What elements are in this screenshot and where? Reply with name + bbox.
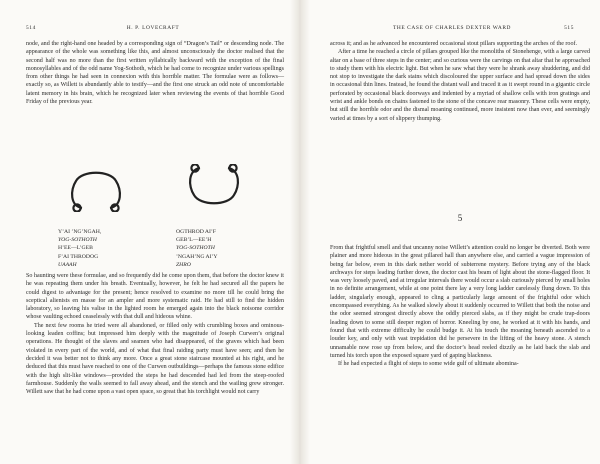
page-number: 515 <box>564 25 574 31</box>
formula-line: F’AI THRODOG <box>58 253 99 260</box>
running-head-title: THE CASE OF CHARLES DEXTER WARD <box>392 25 512 31</box>
book-gutter <box>290 0 310 464</box>
dragon-head-sigil-icon <box>68 164 124 212</box>
formula-line: YOG-SOTHOTH <box>58 237 97 244</box>
sigils-figure <box>26 164 284 214</box>
body-text-top <box>26 40 284 106</box>
running-head <box>330 25 574 35</box>
body-text-top <box>330 40 590 123</box>
paragraph: across it; and as he advanced he encountered occasional stout pillars supporting the arches of the roof. <box>330 41 577 47</box>
formula-right <box>176 228 218 269</box>
paragraph: So haunting were these formulae, and so frequently did he come upon them, that before the doctor knew it he was repeating them under his breath. Eventually, however, he felt he had secured all the papers he could digest to advantage for the present; hence resolved to examine no more till he could bring the sceptical alienists en masse for an ampler and more systematic raid. He had still to find the hidden laboratory, so leaving his valise in the lighted room he emerged again into the black noisome corridor whose vaulting echoed ceaselessly with that dull and hideous whine. <box>26 273 284 321</box>
right-page <box>310 0 600 464</box>
paragraph: From that frightful smell and that uncanny noise Willett’s attention could no longer be diverted. Both were plainer and more hideous in the great pillared hall than anywhere else, and carried a vague impression of being far below, even in this dark nether world of subterrene mystery. Before trying any of the black archways for steps leading further down, the doctor cast his beam of light about the stone-flagged floor. It was very loosely paved, and at irregular intervals there would occur a slab curiously pierced by small holes in no definite arrangement, while at one point there lay a very long ladder carelessly flung down. To this ladder, singularly enough, appeared to cling a particularly large amount of the frightful odor which encompassed everything. As he walked slowly about it suddenly occurred to Willett that both the noise and the odor seemed strongest directly above the oddly pierced slabs, as if they might be crude trap-doors leading down to some still deeper region of horror. Kneeling by one, he worked at it with his hands, and found that with extreme difficulty he could budge it. At his touch the moaning beneath ascended to a louder key, and only with vast trepidation did he persevere in the lifting of the heavy stone. A stench unnamable now rose up from below, and the doctor’s head reeled dizzily as he laid back the slab and turned his torch upon the exposed square yard of gaping blackness. <box>330 245 590 359</box>
formula-line: YOG-SOTHOTH <box>176 245 215 252</box>
paragraph: node, and the right-hand one headed by a corresponding sign of “Dragon’s Tail” or descending node. The appearance of the whole was something like this, and almost unconsciously the doctor realised that the second half was no more than the first written syllabically backward with the exception of the final monosyllables and of the odd name Yog-Sothoth, which he had come to recognize under various spellings from other things he had seen in connexion with this horrible matter. The formulae were as follows—exactly so, as Willett is abundantly able to testify—and the first one struck an odd note of uncomfortable latent memory in his brain, which he recognized later when reviewing the events of that horrible Good Friday of the previous year. <box>26 41 284 106</box>
left-page <box>0 0 290 464</box>
formula-line: ZHRO <box>176 261 191 268</box>
section-number: 5 <box>457 213 463 223</box>
page-number: 514 <box>26 25 36 31</box>
paragraph: The next few rooms he tried were all abandoned, or filled only with crumbling boxes and ominous-looking leaden coffins; but impressed him deeply with the magnitude of Joseph Curwen’s original operations. He thought of the slaves and seamen who had disappeared, of the graves which had been violated in every part of the world, and of what that final raiding party must have seen; and then he decided it was better not to think any more. Once a great stone staircase mounted at his right, and he deduced that this must have reached to one of the Curwen outbuildings—perhaps the famous stone edifice with the high slit-like windows—provided the steps he had descended had led from the steep-roofed farmhouse. Suddenly the walls seemed to fall away ahead, and the stench and the wailing grew stronger. Willett saw that he had come upon a vast open space, so great that his torchlight would not carry <box>26 322 284 396</box>
paragraph: If he had expected a flight of steps to some wide gulf of ultimate abomina- <box>338 361 519 368</box>
body-text-bottom <box>26 272 284 396</box>
paragraph: After a time he reached a circle of pillars grouped like the monoliths of Stonehenge, with a large carved altar on a base of three steps in the center; and so curious were the carvings on that altar that he approached to study them with his electric light. But when he saw what they were he shrank away shuddering, and did not stop to investigate the dark stains which discoloured the upper surface and had spread down the sides in occasional thin lines. Instead, he found the distant wall and traced it as it swept round in a gigantic circle perforated by occasional black doorways and indented by a myriad of shallow cells with iron gratings and wrist and ankle bonds on chains fastened to the stone of the concave rear masonry. These cells were empty, but still the horrible odor and the dismal moaning continued, more insistent now than ever, and seemingly varied at times by a sort of slippery thumping. <box>330 49 590 122</box>
formula-line: ’NGAH’NG AI’Y <box>176 253 218 260</box>
formula-line: UAAAH <box>58 261 77 268</box>
running-head-title: H. P. LOVECRAFT <box>126 25 180 31</box>
formula-left <box>58 228 101 269</box>
formula-line: GEB’L—EE’H <box>176 237 212 244</box>
running-head <box>26 25 280 35</box>
formula-line: Y’AI ’NG’NGAH, <box>58 229 102 235</box>
dragon-tail-sigil-icon <box>186 164 242 212</box>
body-text-bottom <box>330 244 590 368</box>
formula-line: OGTHROD AI’F <box>176 229 216 235</box>
formula-line: H’EE—L’GEB <box>58 245 93 252</box>
